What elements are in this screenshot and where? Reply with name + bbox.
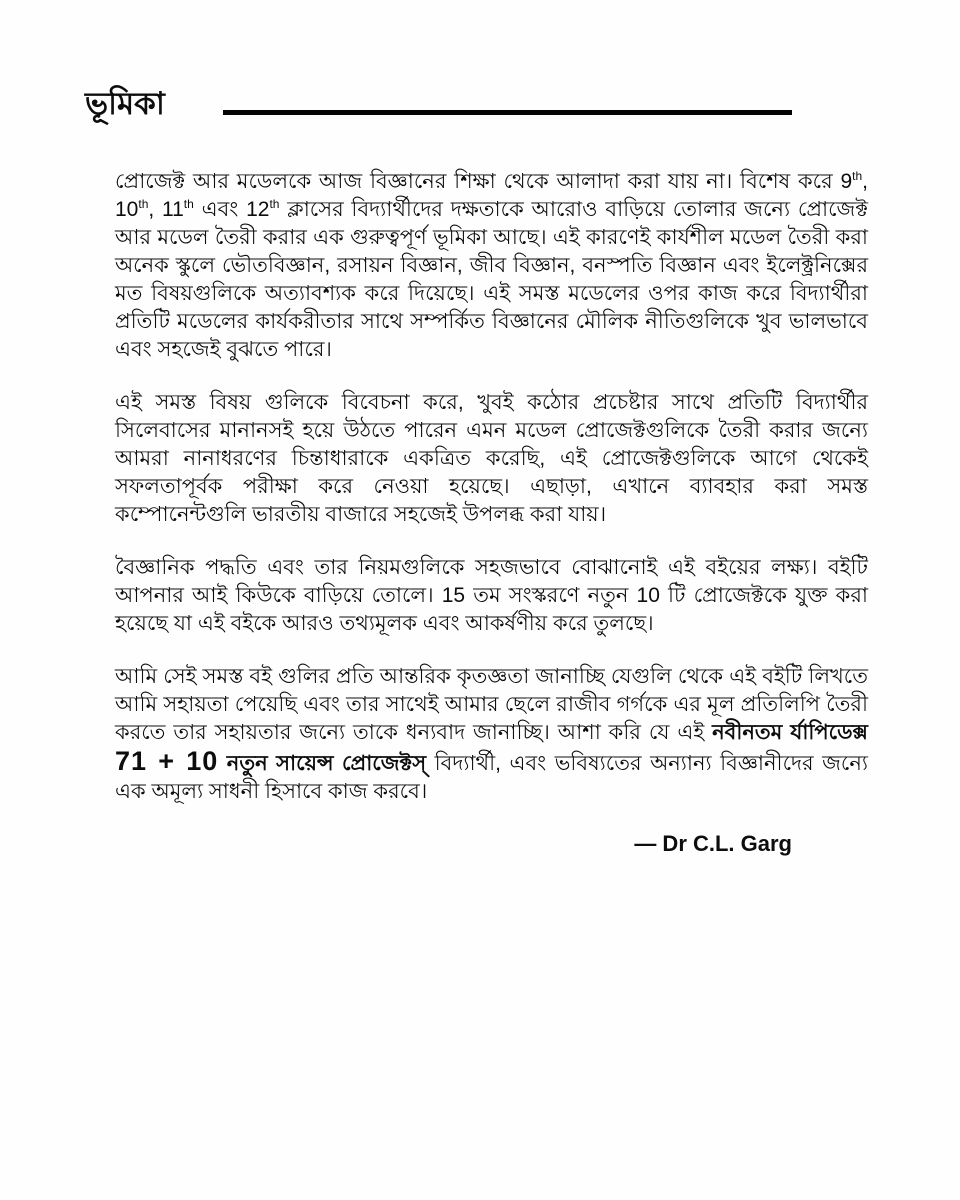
text-segment-normal: বৈজ্ঞানিক পদ্ধতি এবং তার নিয়মগুলিকে সহজভাবে বোঝানোই এই বইয়ের লক্ষ্য। বইটি আপনার আই কিউকে বাড়িয়ে তোলে। 15 তম সংস্করণে নতুন 10 টি প্রোজেক্টকে যুক্ত করা হয়েছে যা এই বইকে আরও তথ্যমূলক এবং আকর্ষণীয় করে তুলছে। xyxy=(115,556,868,635)
page-title: ভূমিকা xyxy=(85,86,165,121)
ordinal-superscript: th xyxy=(183,197,194,211)
text-segment-bold: নতুন সায়েন্স প্রোজেক্টস্ xyxy=(218,752,427,775)
text-segment-normal: আমি সেই সমস্ত বই গুলির প্রতি আন্তরিক কৃতজ্ঞতা জানাচ্ছি যেগুলি থেকে এই বইটি লিখতে আমি সহায়তা পেয়েছি এবং তার সাথেই আমার ছেলে রাজীব গর্গকে এর মূল প্রতিলিপি তৈরী করতে তার সহায়তার জন্যে তাকে ধন্যবাদ জানাচ্ছি। আশা করি যে এই xyxy=(115,665,868,744)
preface-paragraphs xyxy=(0,132,960,806)
text-segment-normal: , 10 xyxy=(115,170,868,221)
paragraph-3 xyxy=(115,554,868,638)
text-segment-normal: এবং 12 xyxy=(193,198,270,221)
text-segment-normal: ক্লাসের বিদ্যার্থীদের দক্ষতাকে আরোও বাড়িয়ে তোলার জন্যে প্রোজেক্ট আর মডেল তৈরী করার এক গুরুত্বপূর্ণ ভূমিকা আছে। এই কারণেই কার্যশীল মডেল তৈরী করা অনেক স্কুলে ভৌতবিজ্ঞান, রসায়ন বিজ্ঞান, জীব বিজ্ঞান, বনস্পতি বিজ্ঞান এবং ইলেক্ট্রনিক্সের মত বিষয়গুলিকে অত্যাবশ্যক করে দিয়েছে। এই সমস্ত মডেলের ওপর কাজ করে বিদ্যার্থীরা প্রতিটি মডেলের কার্যকরীতার সাথে সম্পর্কিত বিজ্ঞানের মৌলিক নীতিগুলিকে খুব ভালভাবে এবং সহজেই বুঝতে পারে। xyxy=(115,198,869,361)
text-segment-normal: প্রোজেক্ট আর মডেলকে আজ বিজ্ঞানের শিক্ষা থেকে আলাদা করা যায় না। বিশেষ করে 9 xyxy=(115,170,853,193)
ordinal-superscript: th xyxy=(138,197,149,211)
text-segment-normal: বিদ্যার্থী, এবং ভবিষ্যতের অন্যান্য বিজ্ঞানীদের জন্যে এক অমূল্য সাধনী হিসাবে কাজ করবে। xyxy=(115,752,868,803)
author-signature: — Dr C.L. Garg xyxy=(634,831,792,856)
ordinal-superscript: th xyxy=(852,169,863,183)
text-segment-normal: এই সমস্ত বিষয় গুলিকে বিবেচনা করে, খুবই কঠোর প্রচেষ্টার সাথে প্রতিটি বিদ্যার্থীর সিলেবাসের মানানসই হয়ে উঠতে পারেন এমন মডেল প্রোজেক্টগুলিকে তৈরী করার জন্যে আমরা নানাধরণের চিন্তাধারাকে একত্রিত করেছি, এই প্রোজেক্টগুলিকে আগে থেকেই সফলতাপূর্বক পরীক্ষা করে নেওয়া হয়েছে। এছাড়া, এখানে ব্যাবহার করা সমস্ত কম্পোনেন্টগুলি ভারতীয় বাজারে সহজেই উপলব্ধ করা যায়। xyxy=(115,391,868,526)
paragraph-2 xyxy=(115,389,868,529)
ordinal-superscript: th xyxy=(269,197,280,211)
title-rule xyxy=(223,110,792,115)
text-segment-bold_num: 71 + 10 xyxy=(115,746,219,776)
text-segment-bold: নবীনতম র্যাপিডেক্স xyxy=(712,721,868,744)
paragraph-4 xyxy=(115,663,868,806)
text-segment-normal: , 11 xyxy=(148,198,184,221)
paragraph-1 xyxy=(115,168,868,364)
page-header xyxy=(0,0,960,132)
